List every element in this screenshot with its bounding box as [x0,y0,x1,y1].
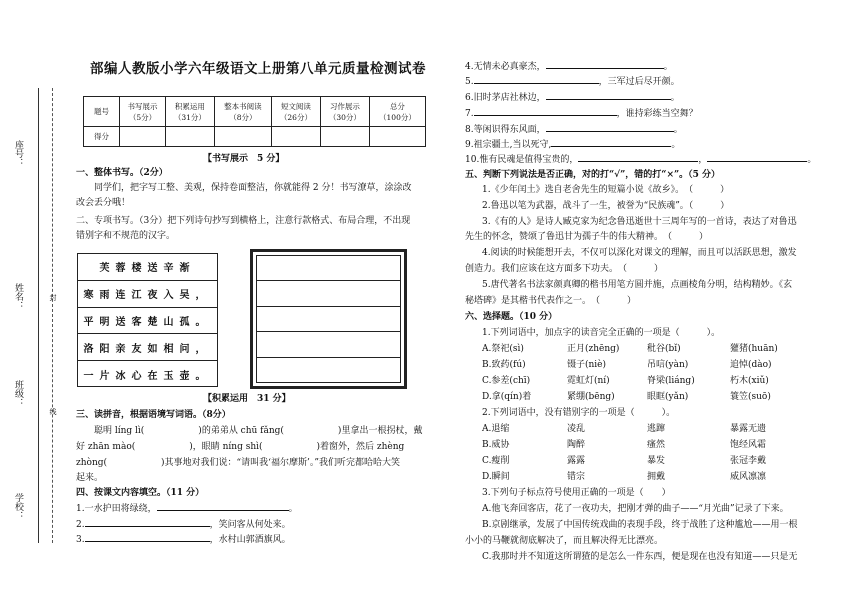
opt-word: C.瘦削 [482,456,510,466]
opt-word: 逃蹿 [647,424,666,434]
question-4-heading: 四、按课文内容填空。（11 分） [76,488,205,498]
question-3-text-line3: zhòng( )其事地对我们说：“请叫我‘福尔摩斯’。”我们听完都哈哈大笑 [76,458,400,468]
opt-word: 饱经风霜 [730,440,767,450]
fill-item-r9 [465,137,680,152]
choice-3-option-c[interactable]: C.我那时并不知道这所谓猹的是怎么一件东西，便是现在也没有知道——只是无 [482,552,798,562]
fill-item-r4-prefix: 4.无情未必真豪杰， [465,62,546,72]
opt-word: 正月(zhēng) [567,344,620,354]
opt-word: 眼眶(yǎn) [647,392,689,402]
fill-item-3-suffix: ，水村山郭酒旗风。 [209,535,291,545]
opt-word: 陶醉 [567,440,586,450]
header-accumulation: 积累运用 （31分） [173,101,206,122]
line-mark: 线 [49,408,57,415]
fill-item-3-prefix: 3. [76,535,85,545]
judge-item-4-line2: 创造力。我们应该在这方面多下功夫。 （ ） [465,264,664,274]
score-table-header-row [84,97,426,127]
opt-word: 脊梁(liáng) [647,376,695,386]
fill-blank-r9[interactable] [551,137,671,147]
opt-word: 威风凛凛 [730,472,767,482]
question-6-heading: 六、选择题。（10 分） [465,312,558,322]
fill-blank-r10b[interactable] [707,152,807,162]
question-2-text-line2: 错别字和不规范的汉字。 [76,231,176,241]
header-cell [271,97,320,127]
score-row [84,127,426,147]
choice-question-3: 3.下列句子标点符号使用正确的一项是（ ） [482,488,671,498]
opt-word: 霓虹灯(ní) [567,376,610,386]
opt-word: 追悼(dào) [730,360,772,370]
choice-3-option-a[interactable]: A.他飞奔回客店，花了一夜功夫，把刚才弹的曲子——“月光曲”记录了下来。 [482,504,789,514]
binding-line-left [38,88,39,543]
header-composition: 习作展示 （30分） [328,101,361,122]
poem-box [77,253,218,387]
question-3-text-line2: 好 zhān mào( )，眼睛 níng shì( )着窗外，然后 zhèng [76,442,405,452]
fill-item-3 [76,532,291,547]
header-total: 总分 （100分） [379,101,416,122]
writing-line-5[interactable] [257,358,400,382]
fill-blank-2[interactable] [85,517,210,527]
section-writing-heading: 【书写展示 5 分】 [203,154,285,164]
judge-item-5-line1: 5.唐代著名书法家颜真卿的楷书用笔方圆并施，点画棱角分明，结构精妙。《玄 [482,280,793,290]
seal-mark: 封 [49,294,57,301]
opt-word: 露露 [567,456,586,466]
judge-item-2: 2.鲁迅以笔为武器，战斗了一生，被誉为“民族魂”。（ ） [482,201,730,211]
writing-line-2[interactable] [257,281,400,306]
score-cell-book-reading[interactable] [214,127,271,147]
judge-item-1: 1.《少年闰土》选自老舍先生的短篇小说《故乡》。 （ ） [482,185,730,195]
opt-word: 瘙然 [647,440,666,450]
fill-item-r5-prefix: 5. [465,77,474,87]
fill-item-2-suffix: ，笑问客从何处来。 [209,520,291,530]
header-cell [214,97,271,127]
fill-blank-3[interactable] [85,532,210,542]
header-question-no: 题号 [94,107,109,116]
fill-item-r8 [465,122,683,137]
fill-item-r10-prefix: 10.惟有民魂是值得宝贵的， [465,155,579,165]
page-title: 部编人教版小学六年级语文上册第八单元质量检测试卷 [90,61,426,77]
question-5-heading: 五、判断下列说法是否正确，对的打“√”，错的打“×”。（5 分） [465,170,721,180]
writing-line-3[interactable] [257,307,400,332]
opt-word: 凌乱 [567,424,586,434]
opt-word: 簑笠(suō) [730,392,771,402]
fill-item-r7 [465,106,698,121]
binding-dashed-line [52,88,53,543]
choice-3-option-b-line1[interactable]: B.京剧继承，发展了中国传统戏曲的表现手段，终于战胜了这种尴尬——用一根 [482,520,798,530]
choice-question-2: 2.下列词语中，没有错别字的一项是（ ）。 [482,408,676,418]
fill-item-r7-prefix: 7. [465,109,474,119]
fill-item-2-prefix: 2. [76,520,85,530]
poem-title: 芙蓉楼送辛渐 [78,254,217,281]
class-label: 班级： [13,380,23,407]
opt-word: B.威协 [482,440,510,450]
score-cell-writing[interactable] [120,127,166,147]
score-table [83,96,426,147]
fill-item-r6-suffix: 。 [670,93,680,103]
opt-word: 紧绷(bēng) [567,392,615,402]
fill-item-1-prefix: 1.一水护田将绿绕， [76,504,157,514]
judge-item-5-line2: 秘塔碑》是其楷书代表作之一。 （ ） [465,296,637,306]
header-cell [320,97,369,127]
score-cell-total[interactable] [369,127,425,147]
school-label: 学校： [13,493,23,520]
poem-line-4: 一片冰心在玉壶。 [83,371,212,383]
score-cell-composition[interactable] [320,127,369,147]
question-1-text-line2: 改会丢分哦！ [76,198,131,208]
opt-word: B.致药(fú) [482,360,526,370]
choice-3-option-b-line2: 小小的马鞭就彻底解决了，而且解决得无比漂亮。 [465,536,664,546]
name-label: 姓名： [13,283,23,310]
header-cell [120,97,166,127]
question-3-text-line4: 起来。 [76,473,104,483]
choice-question-1: 1.下列词语中，加点字的读音完全正确的一项是（ ）。 [482,328,721,338]
writing-line-4[interactable] [257,332,400,357]
fill-item-r10 [465,152,816,167]
fill-blank-r6[interactable] [546,90,671,100]
fill-blank-r4[interactable] [546,59,664,69]
seat-label: 座号： [13,140,23,167]
question-3-heading: 三、读拼音，根据语境写词语。（8分） [76,410,231,420]
judge-item-3-line1: 3.《有的人》是诗人臧克家为纪念鲁迅逝世十三周年写的一首诗，表达了对鲁迅 [482,217,797,227]
fill-item-r4 [465,59,673,74]
judge-item-3-line2: 先生的怀念，赞颂了鲁迅甘为孺子牛的伟大精神。 （ ） [465,232,709,242]
score-cell-accumulation[interactable] [165,127,214,147]
opt-word: 朽木(xiǔ) [730,376,769,386]
opt-word: 张冠李戴 [730,456,767,466]
writing-line-1[interactable] [257,256,400,281]
poem-line-3: 洛阳亲友如相问， [78,334,217,361]
poem-line-1: 寒雨连江夜入吴， [78,281,217,308]
fill-item-r6 [465,90,680,105]
header-writing: 书写展示 （5分） [127,101,158,122]
opt-word: 吊唁(yàn) [647,360,689,370]
judge-item-4-line1: 4.阅读的时候能想开去，不仅可以深化对课文的理解，而且可以活跃思想，激发 [482,248,797,258]
opt-word: 镊子(niè) [567,360,607,370]
fill-item-r7-suffix: ，谁持彩练当空舞？ [616,109,698,119]
opt-word: 暴发 [647,456,666,466]
fill-item-r9-suffix: 。 [671,140,681,150]
question-1-heading: 一、整体书写。（2分） [76,168,168,178]
fill-item-r6-prefix: 6.旧时茅店社林边， [465,93,546,103]
poem-line-2: 平明送客楚山孤。 [78,308,217,335]
fill-item-r9-prefix: 9.祖宗疆土,当以死守, [465,140,552,150]
opt-word: A.退缩 [482,424,510,434]
opt-word: 拥戴 [647,472,666,482]
section-accumulation-heading: 【积累运用 31 分】 [203,394,291,404]
question-3-text-line1: 聪明 líng lì( )的弟弟从 chū fǎng( )里拿出一根拐杖，戴 [94,426,423,436]
opt-word: 秕谷(bǐ) [647,344,681,354]
question-2-text-line1: 二、专项书写。（3分）把下列诗句抄写到横格上，注意行款格式、布局合理，不出现 [76,216,411,226]
opt-word: 错宗 [567,472,586,482]
opt-word: C.参差(chī) [482,376,531,386]
fill-item-r10-comma: ， [698,155,708,165]
fill-blank-r10a[interactable] [578,152,698,162]
header-cell [84,97,120,127]
writing-grid [250,249,407,389]
fill-item-r5 [465,74,680,89]
fill-item-r4-suffix: 。 [663,62,673,72]
opt-word: D.拿(qín)着 [482,392,532,402]
writing-grid-inner [256,255,401,383]
question-1-text-line1: 同学们，把字写工整、美观，保持卷面整洁，你就能得 2 分！书写潦草，涂涂改 [94,183,412,193]
fill-item-r10-suffix: 。 [807,155,817,165]
score-cell-short-reading[interactable] [271,127,320,147]
fill-item-r8-suffix: 。 [673,125,683,135]
score-label-cell [84,127,120,147]
header-cell [165,97,214,127]
fill-item-2 [76,517,291,532]
score-label: 得分 [94,132,109,141]
opt-word: 獾猪(huān) [730,344,778,354]
header-cell [369,97,425,127]
opt-word: 暴露无遗 [730,424,767,434]
header-short-reading: 短文阅读 （26分） [279,101,312,122]
fill-item-1 [76,501,298,516]
fill-blank-r8[interactable] [546,122,674,132]
header-book-reading: 整本书阅读 （8分） [224,101,262,122]
fill-blank-r5[interactable] [474,74,599,84]
fill-blank-1[interactable] [157,501,289,511]
opt-word: D.瞬间 [482,472,510,482]
fill-item-r8-prefix: 8.等闲识得东风面， [465,125,546,135]
opt-word: A.祭祀(sì) [482,344,524,354]
fill-item-1-suffix: 。 [288,504,298,514]
fill-item-r5-suffix: ，三军过后尽开颜。 [598,77,680,87]
fill-blank-r7[interactable] [474,106,617,116]
